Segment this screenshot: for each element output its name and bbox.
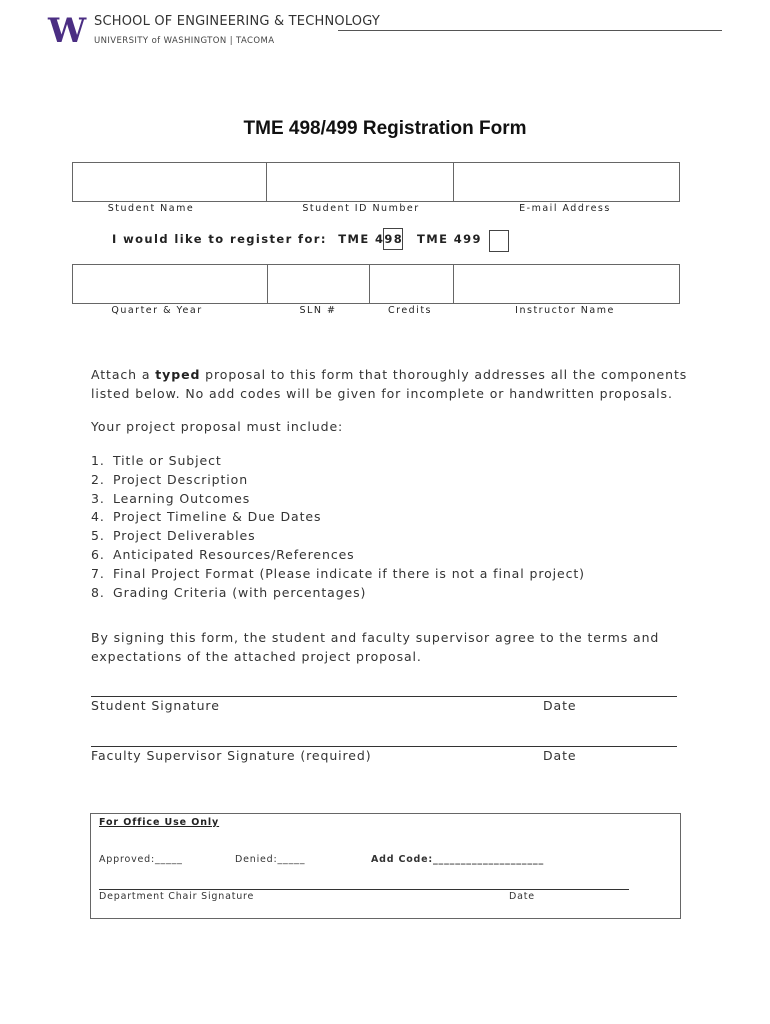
requirements-list xyxy=(91,452,585,602)
list-item: 4. Project Timeline & Due Dates xyxy=(91,509,322,525)
email-field[interactable] xyxy=(453,162,680,202)
attach-pre: Attach a xyxy=(91,367,156,382)
list-item: 2. Project Description xyxy=(91,471,249,487)
instructor-name-label: Instructor Name xyxy=(515,305,615,316)
add-code-field[interactable]: Add Code:____________________ xyxy=(371,854,545,865)
list-item: 5. Project Deliverables xyxy=(91,528,256,544)
register-prompt xyxy=(112,232,403,246)
faculty-signature-label: Faculty Supervisor Signature (required) xyxy=(91,748,372,763)
register-prompt-text: I would like to register for: xyxy=(112,232,327,246)
agreement-text: By signing this form, the student and faculty supervisor agree to the terms and expectations of the attached project proposal. xyxy=(91,630,660,664)
quarter-year-label: Quarter & Year xyxy=(111,305,203,316)
email-label: E-mail Address xyxy=(519,203,611,214)
student-date-label: Date xyxy=(543,698,577,713)
list-item: 3. Learning Outcomes xyxy=(91,490,251,506)
credits-label: Credits xyxy=(387,305,433,316)
form-title: TME 498/499 Registration Form xyxy=(243,118,527,139)
list-item: 7. Final Project Format (Please indicate if there is not a final project) xyxy=(91,565,585,581)
quarter-year-field[interactable] xyxy=(72,264,268,304)
school-name: SCHOOL OF ENGINEERING & TECHNOLOGY xyxy=(94,14,380,29)
approved-field[interactable]: Approved:_____ xyxy=(99,854,183,865)
list-item: 8. Grading Criteria (with percentages) xyxy=(91,584,367,600)
must-include-heading: Your project proposal must include: xyxy=(91,419,344,434)
office-use-title: For Office Use Only xyxy=(99,817,220,828)
university-name: UNIVERSITY of WASHINGTON | TACOMA xyxy=(94,36,275,46)
sln-label: SLN # xyxy=(299,305,337,316)
chair-signature-line[interactable] xyxy=(99,889,629,890)
chair-signature-label: Department Chair Signature xyxy=(99,891,255,902)
list-item: 1. Title or Subject xyxy=(91,453,222,468)
attach-post: proposal to this form that thoroughly addresses all the components listed below. No add codes will be given for incomplete or handwritten proposals. xyxy=(91,367,688,401)
uw-logo: W xyxy=(48,11,85,51)
header-rule xyxy=(338,30,722,31)
student-name-label: Student Name xyxy=(107,203,195,214)
student-id-field[interactable] xyxy=(266,162,454,202)
page-header xyxy=(48,11,722,54)
attach-instructions xyxy=(91,366,691,403)
denied-field[interactable]: Denied:_____ xyxy=(235,854,306,865)
sln-field[interactable] xyxy=(267,264,370,304)
tme-499-label: TME 499 xyxy=(417,232,482,246)
tme-499-checkbox[interactable] xyxy=(489,230,509,252)
student-signature-line[interactable] xyxy=(91,696,677,697)
faculty-date-label: Date xyxy=(543,748,577,763)
chair-date-label: Date xyxy=(509,891,535,902)
instructor-name-field[interactable] xyxy=(453,264,680,304)
list-item: 6. Anticipated Resources/References xyxy=(91,546,355,562)
tme-498-checkbox[interactable] xyxy=(383,228,403,250)
attach-bold: typed xyxy=(155,367,201,382)
student-name-field[interactable] xyxy=(72,162,267,202)
credits-field[interactable] xyxy=(369,264,454,304)
tme-498-label: TME 498 xyxy=(338,232,404,246)
student-signature-label: Student Signature xyxy=(91,698,220,713)
office-use-box xyxy=(90,813,681,919)
student-id-label: Student ID Number xyxy=(302,203,420,214)
faculty-signature-line[interactable] xyxy=(91,746,677,747)
